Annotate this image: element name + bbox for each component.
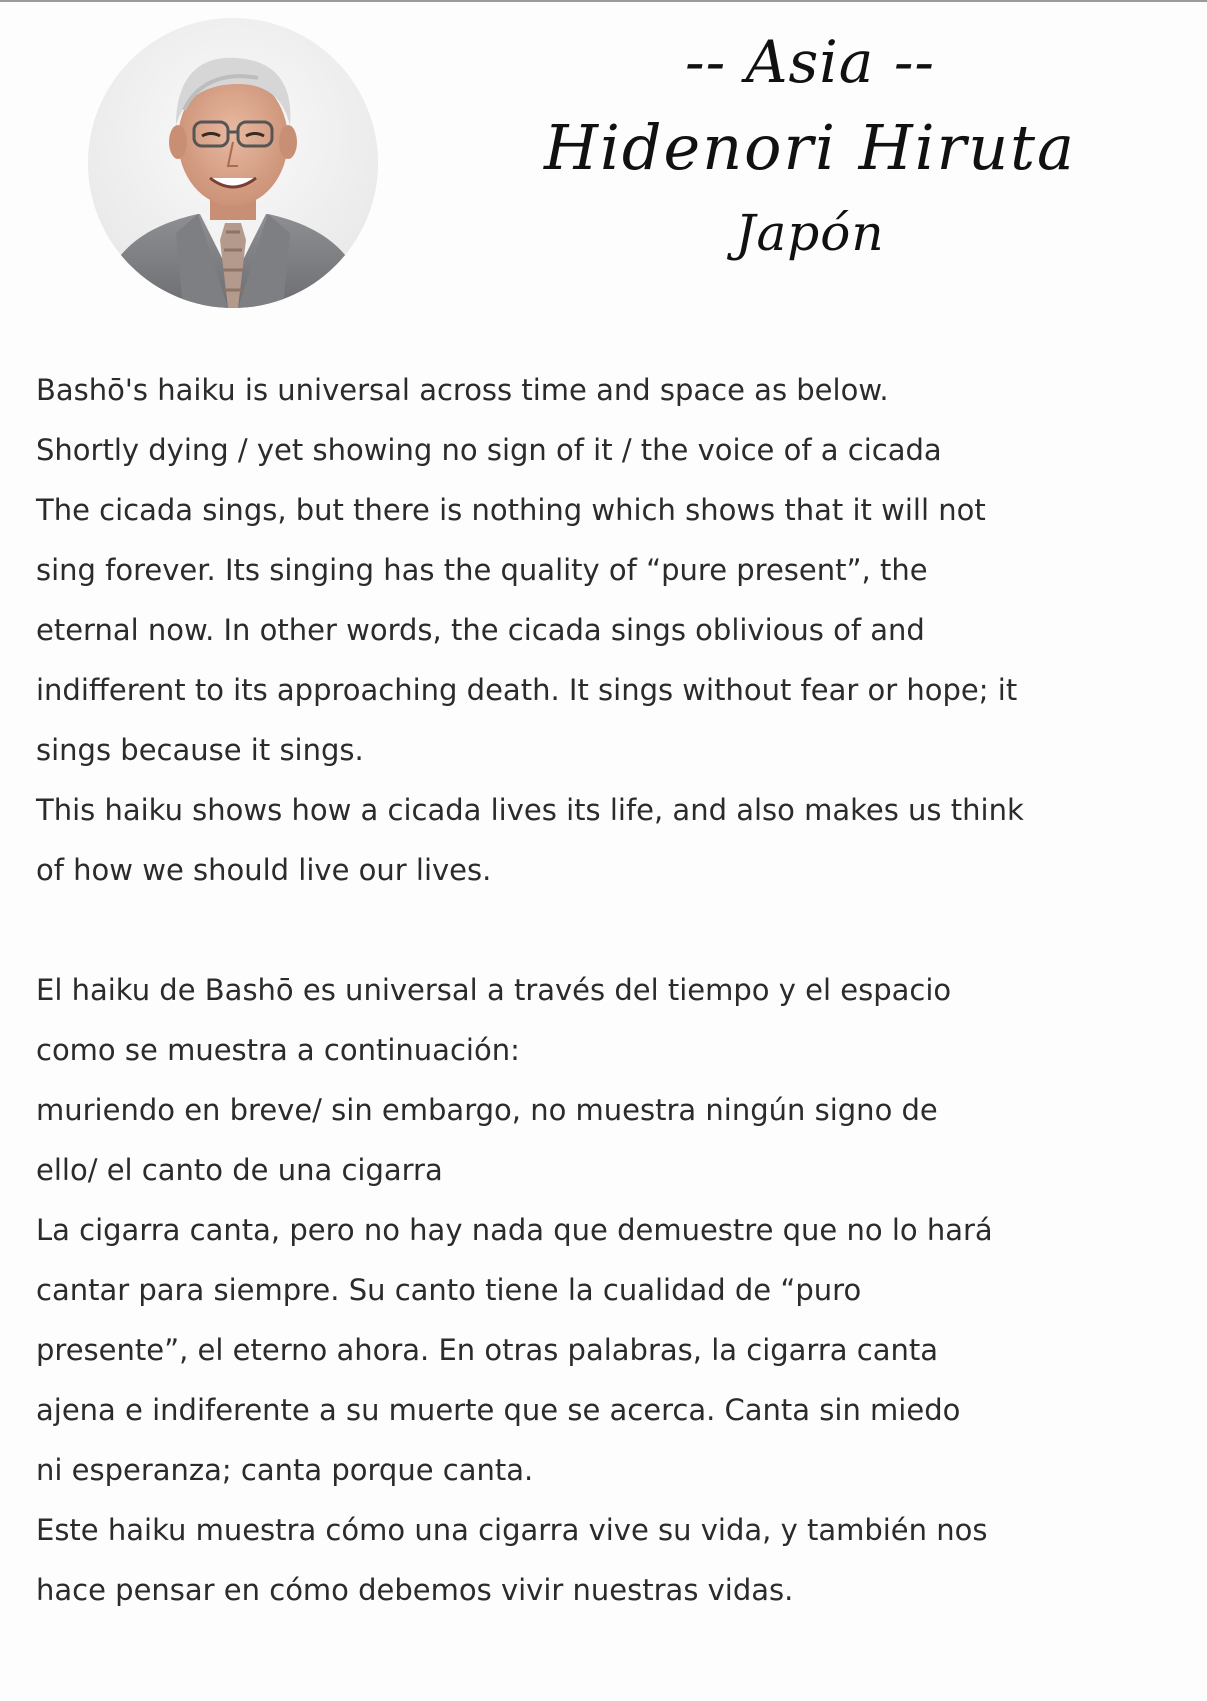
commentary-text xyxy=(36,360,1201,1620)
author-header xyxy=(430,22,1190,272)
english-line: of how we should live our lives. xyxy=(36,853,492,887)
english-line: sings because it sings. xyxy=(36,733,364,767)
spanish-line: cantar para siempre. Su canto tiene la cualidad de “puro xyxy=(36,1273,862,1307)
english-line: Bashō's haiku is universal across time and space as below. xyxy=(36,373,889,407)
english-line: sing forever. Its singing has the quality of “pure present”, the xyxy=(36,553,928,587)
spanish-line: hace pensar en cómo debemos vivir nuestras vidas. xyxy=(36,1573,794,1607)
spanish-line: muriendo en breve/ sin embargo, no muestra ningún signo de xyxy=(36,1093,938,1127)
spanish-line: ni esperanza; canta porque canta. xyxy=(36,1453,534,1487)
spanish-line: como se muestra a continuación: xyxy=(36,1033,520,1067)
english-line: indifferent to its approaching death. It sings without fear or hope; it xyxy=(36,673,1018,707)
spanish-line: ello/ el canto de una cigarra xyxy=(36,1153,443,1187)
english-line: Shortly dying / yet showing no sign of it / the voice of a cicada xyxy=(36,433,942,467)
english-line: This haiku shows how a cicada lives its life, and also makes us think xyxy=(36,793,1024,827)
spanish-line: presente”, el eterno ahora. En otras palabras, la cigarra canta xyxy=(36,1333,938,1367)
english-line: eternal now. In other words, the cicada sings oblivious of and xyxy=(36,613,925,647)
author-name: Hidenori Hiruta xyxy=(543,111,1077,184)
region-heading: -- Asia -- xyxy=(684,28,936,96)
spanish-line: La cigarra canta, pero no hay nada que demuestre que no lo hará xyxy=(36,1213,993,1247)
spanish-line: Este haiku muestra cómo una cigarra vive su vida, y también nos xyxy=(36,1513,988,1547)
author-portrait xyxy=(88,18,378,308)
portrait-photo-icon xyxy=(88,18,378,308)
spanish-line: El haiku de Bashō es universal a través del tiempo y el espacio xyxy=(36,973,952,1007)
paragraph-gap xyxy=(36,900,1201,960)
spanish-line: ajena e indiferente a su muerte que se acerca. Canta sin miedo xyxy=(36,1393,961,1427)
author-country: Japón xyxy=(735,204,885,262)
english-line: The cicada sings, but there is nothing which shows that it will not xyxy=(36,493,986,527)
